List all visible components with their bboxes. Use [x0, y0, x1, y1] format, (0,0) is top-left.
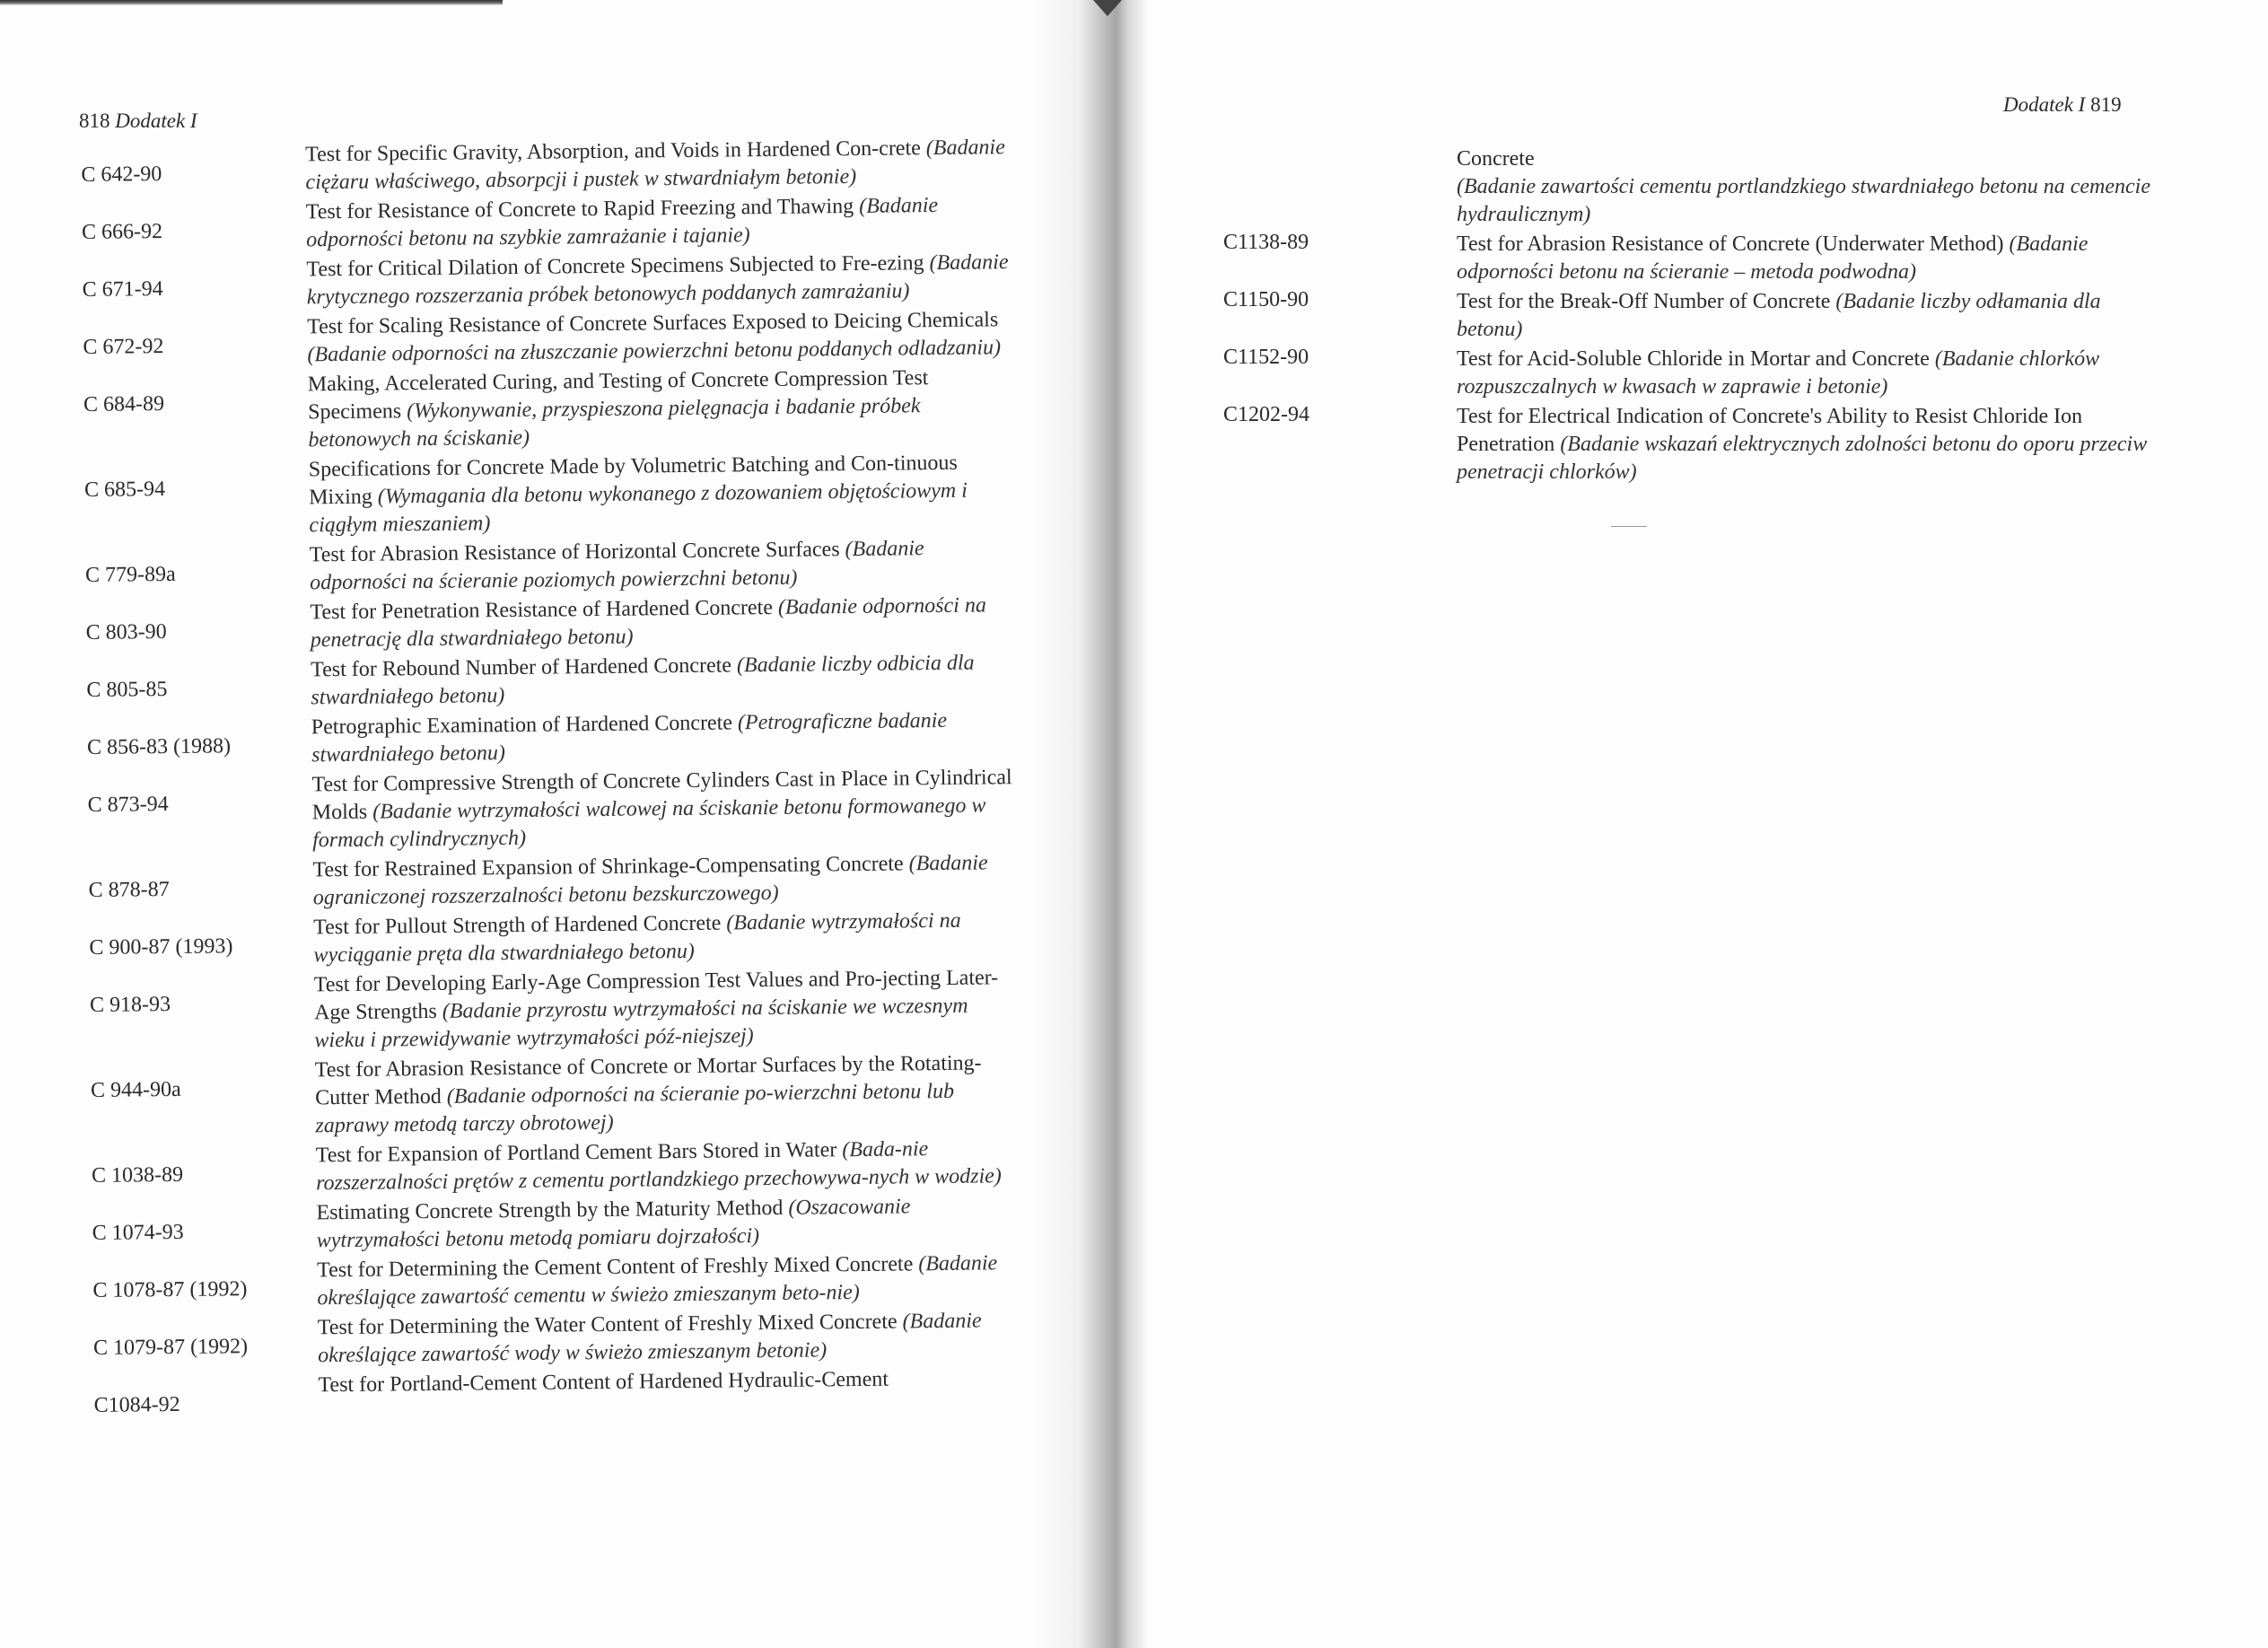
entry-code: C 779-89a — [84, 562, 176, 587]
entry-description — [316, 1135, 1026, 1197]
entry-description — [311, 764, 1021, 855]
entry-title: Test for Acid-Soluble Chloride in Mortar and Concrete — [1457, 347, 1930, 371]
right-entries-rows — [1223, 231, 2166, 487]
entry-description — [305, 134, 1015, 197]
entry-code: C 918-93 — [89, 993, 171, 1017]
list-item — [92, 1135, 1026, 1200]
entry-title: Test for Expansion of Portland Cement Bars Stored in Water — [315, 1138, 837, 1168]
entry-description — [311, 649, 1020, 712]
list-item — [1223, 346, 2166, 401]
entry-title: Specifications for Concrete Made by Volumetric Batching and Con-tinuous Mixing — [308, 451, 958, 510]
list-item — [83, 364, 1018, 457]
entry-title: Test for the Break-Off Number of Concrete — [1457, 290, 1831, 313]
list-item — [92, 1249, 1027, 1315]
entry-code: C 873-94 — [87, 793, 169, 817]
list-item — [92, 1192, 1026, 1258]
entry-polish-title: (Badanie ograniczonej rozszerzalności betonu bezskurczowego) — [312, 851, 988, 910]
entry-description — [307, 306, 1017, 369]
list-item — [87, 764, 1021, 857]
entry-polish-title: (Badanie wytrzymałości na wyciąganie pręta dla stwardniałego betonu) — [313, 908, 961, 968]
entry-polish-title: (Badanie wytrzymałości walcowej na ściskanie betonu formowanego w formach cylindrycznych) — [312, 793, 986, 853]
list-item — [85, 592, 1020, 657]
entry-title: Test for Pullout Strength of Hardened Concrete — [313, 911, 722, 940]
entry-polish-title: (Badanie odporności na penetrację dla stwardniałego betonu) — [310, 593, 987, 653]
entry-title: Petrographic Examination of Hardened Concrete — [311, 711, 733, 740]
continuation-entry — [1223, 145, 2166, 229]
entry-title: Estimating Concrete Strength by the Maturity Method — [316, 1196, 784, 1225]
entry-title: Test for Abrasion Resistance of Concrete or Mortar Surfaces by the Rotating-Cutter Method — [314, 1051, 982, 1110]
entry-code: C1084-92 — [93, 1392, 180, 1417]
entry-polish-title: (Badanie określające zawartość cementu w świeżo zmieszanym beto-nie) — [317, 1251, 998, 1311]
entry-description — [317, 1249, 1027, 1312]
entry-title: Test for Abrasion Resistance of Concrete (Underwater Method) — [1457, 232, 2004, 256]
entry-description — [308, 364, 1018, 454]
entry-code: C 878-87 — [88, 878, 170, 902]
entry-title: Test for Rebound Number of Hardened Concrete — [311, 653, 732, 682]
entry-code: C 685-94 — [83, 478, 166, 502]
entry-polish-title: (Badanie zawartości cementu portlandzkiego stwardniałego betonu na cemencie hydraulicznym) — [1457, 175, 2150, 226]
entry-polish-title: (Badanie ciężaru właściwego, absorpcji i pustek w stwardniałym betonie) — [305, 136, 1005, 195]
entry-code: C 1074-93 — [92, 1220, 184, 1245]
left-page-header-title: Dodatek I — [115, 110, 197, 132]
entry-title: Test for Abrasion Resistance of Horizontal Concrete Surfaces — [309, 538, 840, 567]
entry-polish-title: (Wykonywanie, przyspieszona pielęgnacja i badanie próbek betonowych na ściskanie) — [308, 394, 921, 452]
list-item — [87, 706, 1021, 772]
entry-title: Test for Restrained Expansion of Shrinkage-Compensating Concrete — [312, 852, 904, 882]
right-page-header — [2003, 93, 2122, 117]
entry-title: Test for Portland-Cement Content of Hardened Hydraulic-Cement — [318, 1367, 889, 1398]
entry-description — [1457, 288, 2166, 344]
list-item — [93, 1307, 1028, 1372]
entry-description — [306, 191, 1016, 254]
entry-code: C 642-90 — [81, 162, 162, 187]
list-item — [82, 191, 1016, 257]
entry-code: C 684-89 — [83, 392, 165, 416]
entry-description — [318, 1364, 1027, 1416]
entry-title: Test for Scaling Resistance of Concrete Surfaces Exposed to Deicing Chemicals — [307, 308, 999, 339]
entry-title: Test for Determining the Water Content of Freshly Mixed Concrete — [317, 1310, 898, 1340]
entry-code: C 672-92 — [83, 335, 164, 359]
list-item — [88, 849, 1022, 915]
entry-title: Test for Compressive Strength of Concrete Cylinders Cast in Place in Cylindrical Molds — [311, 766, 1012, 825]
list-item — [81, 134, 1015, 199]
entry-title: Test for Electrical Indication of Concrete's Ability to Resist Chloride Ion Penetration — [1457, 405, 2083, 456]
entry-code: C 1078-87 (1992) — [92, 1277, 248, 1302]
entry-description — [1457, 346, 2166, 401]
entry-polish-title: (Badanie odporności betonu na ścieranie – metoda podwodna) — [1457, 232, 2088, 284]
entry-polish-title: (Badanie krytycznego rozszerzania próbek betonowych poddanych zamrażaniu) — [306, 250, 1009, 310]
entry-polish-title: (Oszacowanie wytrzymałości betonu metodą pomiaru dojrzałości) — [316, 1195, 911, 1253]
entry-polish-title: (Badanie odporności betonu na szybkie zamrażanie i tajanie) — [306, 194, 939, 252]
entry-title: Test for Critical Dilation of Concrete Specimens Subjected to Fre-ezing — [306, 251, 924, 282]
entry-title: Test for Developing Early-Age Compression Test Values and Pro-jecting Later-Age Strengths — [313, 966, 999, 1025]
left-page-header — [79, 110, 197, 133]
entry-polish-title: (Badanie odporności na złuszczanie powierzchni betonu poddanych odladzaniu) — [307, 336, 1002, 367]
right-page-header-title: Dodatek I — [2003, 93, 2086, 116]
entry-code: C 1079-87 (1992) — [92, 1335, 249, 1360]
right-page — [1104, 0, 2268, 1648]
entry-code: C1152-90 — [1223, 346, 1309, 369]
entry-description — [1457, 403, 2166, 487]
entry-code — [1223, 145, 1457, 229]
entry-code: C 944-90a — [90, 1077, 181, 1102]
entry-code: C1202-94 — [1223, 403, 1309, 426]
entry-code: C 805-85 — [86, 678, 168, 702]
list-item — [90, 964, 1024, 1057]
right-entries-list — [1223, 145, 2166, 488]
entry-code: C 1038-89 — [91, 1162, 184, 1188]
entry-description — [306, 249, 1016, 311]
entry-code: C 900-87 (1993) — [89, 934, 233, 960]
entry-title: Test for Determining the Cement Content of Freshly Mixed Concrete — [317, 1252, 914, 1283]
entry-polish-title: (Wymagania dla betonu wykonanego z dozowaniem objętościowym i ciągłym mieszaniem) — [309, 478, 968, 538]
list-item — [1223, 231, 2166, 286]
entry-polish-title: (Badanie odporności na ścieranie po-wierzchni betonu lub zaprawy metodą tarczy obrotowej) — [315, 1079, 955, 1138]
entry-polish-title: (Badanie odporności na ścieranie poziomych powierzchni betonu) — [310, 537, 924, 595]
list-item — [82, 249, 1016, 314]
list-item — [89, 907, 1023, 972]
entry-code: C 856-83 (1988) — [86, 734, 232, 759]
left-page — [0, 0, 1104, 1648]
entry-code: C1150-90 — [1223, 288, 1309, 311]
right-page-number: 819 — [2090, 93, 2122, 116]
entry-code: C1138-89 — [1223, 231, 1309, 254]
entry-title: Making, Accelerated Curing, and Testing of Concrete Compression Test Specimens — [307, 366, 929, 425]
entry-polish-title: (Badanie liczby odbicia dla stwardniałego betonu) — [311, 651, 975, 710]
entry-polish-title: (Badanie chlorków rozpuszczalnych w kwasach w zaprawie i betonie) — [1457, 347, 2100, 399]
entry-polish-title: (Bada-nie rozszerzalności prętów z cementu portlandzkiego przechowywa-nych w wodzie) — [316, 1137, 1002, 1196]
list-item — [1223, 288, 2166, 344]
list-item — [86, 649, 1020, 714]
entry-description — [309, 449, 1019, 539]
list-item — [85, 534, 1020, 600]
entry-description — [318, 1307, 1028, 1370]
list-item — [84, 449, 1019, 542]
left-page-number: 818 — [79, 110, 110, 132]
entry-description — [315, 1049, 1025, 1140]
list-item — [91, 1049, 1025, 1143]
list-item — [93, 1364, 1027, 1418]
entry-description — [314, 964, 1024, 1055]
list-item — [83, 306, 1017, 372]
entry-title: Test for Penetration Resistance of Hardened Concrete — [310, 595, 774, 625]
entry-description — [311, 706, 1021, 769]
entry-polish-title: (Badanie wskazań elektrycznych zdolności betonu do oporu przeciw penetracji chlorków) — [1457, 433, 2148, 484]
entry-description — [313, 907, 1023, 969]
list-item — [1223, 403, 2166, 487]
binding-notch — [1093, 0, 1122, 16]
entry-title: Test for Specific Gravity, Absorption, and Voids in Hardened Con-crete — [305, 136, 921, 167]
entry-title: Test for Resistance of Concrete to Rapid Freezing and Thawing — [305, 194, 854, 224]
end-mark — [1611, 526, 1647, 527]
entry-description — [316, 1192, 1026, 1255]
entry-polish-title: (Badanie przyrostu wytrzymałości na ściskanie we wczesnym wieku i przewidywanie wytrzymałości póź-niejszej) — [314, 994, 968, 1053]
entry-code: C 671-94 — [82, 277, 163, 302]
entry-description — [1457, 231, 2166, 286]
entry-polish-title: (Badanie liczby odłamania dla betonu) — [1457, 290, 2101, 341]
entry-description — [310, 592, 1020, 654]
entry-description — [1457, 145, 2166, 229]
left-entries-list — [81, 134, 1028, 1420]
page-edge-shadow — [0, 0, 503, 5]
entry-title: Concrete — [1457, 147, 1535, 171]
entry-polish-title: (Petrograficzne badanie stwardniałego betonu) — [311, 708, 948, 767]
entry-code: C 666-92 — [81, 220, 163, 244]
entry-description — [312, 849, 1022, 912]
entry-code: C 803-90 — [85, 620, 167, 644]
entry-description — [310, 534, 1020, 597]
entry-polish-title: (Badanie określające zawartość wody w świeżo zmieszanym betonie) — [318, 1309, 982, 1368]
